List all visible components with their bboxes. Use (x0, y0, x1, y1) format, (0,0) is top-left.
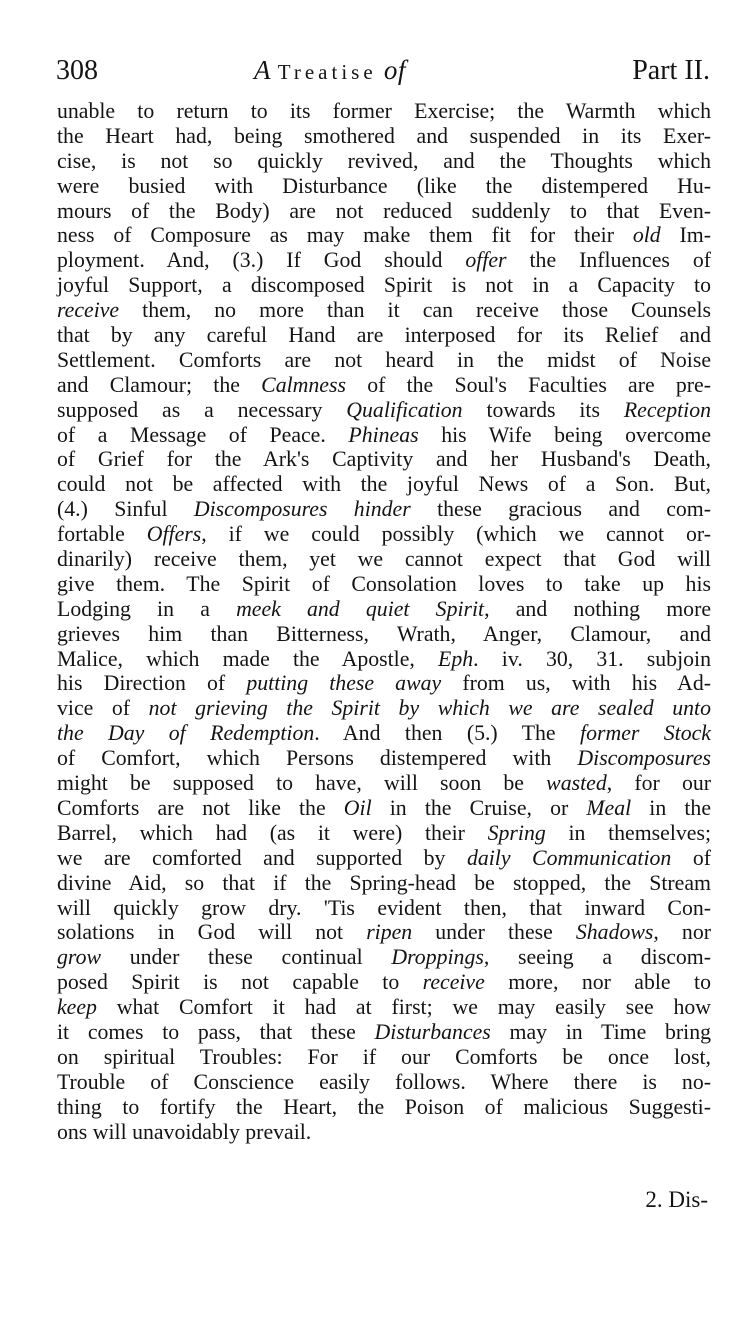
italic-phrase: not grieving the Spirit by which we are sealed unto (148, 696, 711, 721)
italic-phrase: the Day of Redemption (57, 721, 315, 746)
italic-phrase: Qualification (346, 397, 463, 422)
italic-phrase: grow (57, 945, 102, 970)
text-line: grow under these continual Droppings, seeing a discom- (57, 945, 711, 970)
text-line: mours of the Body) are not reduced suddenly to that Even- (57, 198, 711, 223)
text-line: could not be affected with the joyful News of a Son. But, (57, 472, 711, 497)
text-line: ployment. And, (3.) If God should offer the Influences of (57, 248, 711, 273)
italic-phrase: daily Communication (466, 845, 672, 870)
italic-phrase: Meal (586, 795, 632, 820)
italic-phrase: Discomposures hinder (193, 497, 411, 522)
italic-phrase: Offers (146, 522, 202, 547)
text-line: and Clamour; the Calmness of the Soul's Faculties are pre- (57, 372, 711, 397)
text-line: of Comfort, which Persons distempered with Discomposures (57, 746, 711, 771)
italic-phrase: keep (57, 995, 97, 1020)
text-line: Lodging in a meek and quiet Spirit, and nothing more (57, 596, 711, 621)
text-line: ness of Composure as may make them fit for their old Im- (57, 223, 712, 248)
italic-phrase: receive (422, 970, 485, 995)
body-text (57, 99, 711, 1144)
italic-phrase: putting these away (246, 671, 442, 696)
italic-phrase: Reception (623, 397, 712, 422)
italic-phrase: Phineas (348, 422, 419, 447)
text-line: supposed as a necessary Qualification towards its Reception (57, 397, 712, 422)
italic-phrase: offer (465, 248, 507, 273)
text-line: dinarily) receive them, yet we cannot expect that God will (57, 547, 711, 572)
text-line: cise, is not so quickly revived, and the Thoughts which (57, 148, 711, 173)
catchword: 2. Dis- (645, 1187, 708, 1212)
text-line: divine Aid, so that if the Spring-head be stopped, the Stream (57, 870, 711, 895)
text-line: unable to return to its former Exercise; the Warmth which (57, 99, 711, 123)
text-line: Malice, which made the Apostle, Eph. iv. 30, 31. subjoin (57, 646, 711, 671)
text-line: thing to fortify the Heart, the Poison of malicious Suggesti- (57, 1094, 711, 1119)
running-title-prefix: A (254, 55, 278, 85)
italic-phrase: Disturbances (374, 1019, 491, 1044)
text-line: that by any careful Hand are interposed for its Relief and (57, 323, 711, 348)
text-line: give them. The Spirit of Consolation loves to take up his (57, 571, 711, 596)
text-line: it comes to pass, that these Disturbances may in Time bring (57, 1019, 711, 1044)
italic-phrase: ripen (366, 920, 413, 945)
italic-phrase: Spring (487, 820, 546, 845)
page-number: 308 (56, 55, 98, 86)
text-line: the Heart had, being smothered and suspended in its Exer- (57, 123, 711, 148)
text-line: fortable Offers, if we could possibly (which we cannot or- (57, 522, 711, 547)
italic-phrase: meek and quiet Spirit (236, 596, 485, 621)
text-line: vice of not grieving the Spirit by which we are sealed unto (57, 696, 711, 721)
text-line: Trouble of Conscience easily follows. Where there is no- (57, 1069, 711, 1094)
italic-phrase: old (632, 223, 661, 248)
text-line: solations in God will not ripen under these Shadows, nor (57, 920, 711, 945)
part-label: Part II. (632, 55, 710, 86)
text-line: (4.) Sinful Discomposures hinder these gracious and com- (57, 497, 711, 522)
italic-phrase: former Stock (580, 721, 711, 746)
text-line: of a Message of Peace. Phineas his Wife being overcome (57, 422, 711, 447)
text-line: were busied with Disturbance (like the distempered Hu- (57, 173, 711, 198)
text-line: on spiritual Troubles: For if our Comforts be once lost, (57, 1044, 711, 1069)
text-line: ons will unavoidably prevail. (57, 1119, 312, 1144)
running-header (56, 55, 710, 95)
text-line: keep what Comfort it had at first; we may easily see how (57, 995, 711, 1020)
text-line: might be supposed to have, will soon be wasted, for our (57, 771, 711, 796)
text-line: we are comforted and supported by daily Communication of (57, 845, 711, 870)
running-title-main: Treatise (277, 60, 377, 84)
text-line: grieves him than Bitterness, Wrath, Anger, Clamour, and (57, 621, 711, 646)
text-line: Settlement. Comforts are not heard in the midst of Noise (57, 347, 711, 372)
italic-phrase: Droppings (391, 945, 484, 970)
text-line: his Direction of putting these away from us, with his Ad- (57, 671, 711, 696)
text-line: will quickly grow dry. 'Tis evident then, that inward Con- (57, 895, 711, 920)
italic-phrase: Oil (343, 795, 372, 820)
italic-phrase: receive (57, 298, 120, 323)
italic-phrase: Discomposures (577, 746, 711, 771)
text-line: receive them, no more than it can receive those Counsels (57, 298, 711, 323)
text-line: of Grief for the Ark's Captivity and her Husband's Death, (57, 447, 711, 472)
text-line: the Day of Redemption. And then (5.) The former Stock (57, 721, 711, 746)
running-title (254, 55, 406, 86)
italic-phrase: Eph (438, 646, 474, 671)
running-title-suffix: of (376, 55, 406, 85)
text-line: Comforts are not like the Oil in the Cruise, or Meal in the (57, 795, 712, 820)
italic-phrase: wasted (546, 771, 607, 796)
italic-phrase: Shadows (575, 920, 654, 945)
text-line: posed Spirit is not capable to receive more, nor able to (57, 970, 711, 995)
text-line: joyful Support, a discomposed Spirit is not in a Capacity to (57, 273, 711, 298)
italic-phrase: Calmness (261, 372, 346, 397)
text-line: Barrel, which had (as it were) their Spring in themselves; (57, 820, 712, 845)
